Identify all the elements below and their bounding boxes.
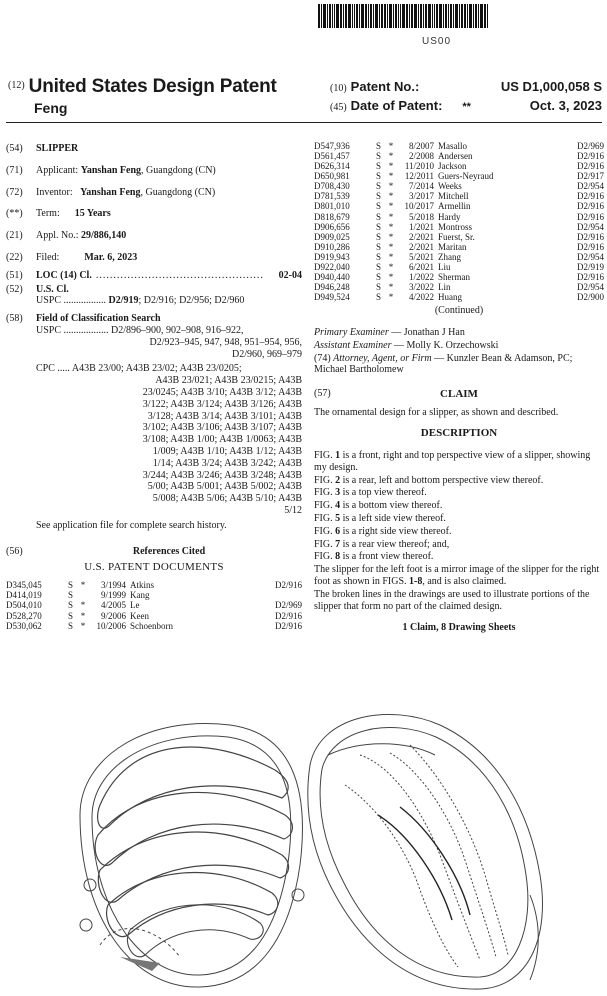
reference-class: D2/916 [577, 272, 604, 283]
reference-kind: S [376, 181, 382, 192]
reference-row [314, 161, 604, 171]
left-column [6, 143, 302, 631]
reference-kind: S [376, 211, 382, 222]
reference-name: Guers-Neyraud [438, 171, 494, 182]
reference-row [314, 232, 604, 242]
reference-date: 2/2021 [408, 241, 434, 252]
reference-date: 5/2018 [408, 211, 434, 222]
reference-class [236, 590, 302, 600]
reference-number: D940,440 [314, 272, 350, 283]
reference-number: D504,010 [6, 600, 42, 611]
reference-row [314, 262, 604, 272]
reference-row [314, 171, 604, 181]
us-cl-label: U.S. Cl. [36, 283, 69, 295]
filed-date: Mar. 6, 2023 [84, 251, 138, 263]
reference-class: D2/954 [577, 282, 604, 293]
reference-name: Andersen [438, 151, 473, 162]
reference-number: D922,040 [314, 261, 350, 272]
field-inventor [6, 187, 302, 199]
reference-kind: S [376, 272, 382, 283]
search-history-note: See application file for complete search history. [36, 519, 227, 531]
reference-name: Weeks [438, 181, 462, 192]
reference-date: 3/2017 [408, 191, 434, 202]
reference-kind: S [376, 282, 382, 293]
reference-row [6, 590, 302, 600]
description-body [314, 450, 604, 634]
reference-number: D906,656 [314, 221, 350, 232]
barcode [318, 4, 540, 34]
field-code: (71) [6, 164, 23, 176]
attorney-name: — Kunzler Bean & Adamson, PC; Michael Bartholomew [314, 352, 573, 376]
reference-kind: S [376, 171, 382, 182]
reference-row [6, 621, 302, 631]
reference-kind: S [68, 620, 74, 631]
field-term [6, 208, 302, 220]
reference-date: 4/2022 [408, 292, 434, 303]
reference-number: D946,248 [314, 282, 350, 293]
reference-number: D530,062 [6, 620, 42, 631]
reference-date: 11/2010 [404, 161, 434, 172]
leader-dots: ................................................ [95, 269, 264, 281]
reference-cited-by-examiner: * [388, 151, 394, 162]
reference-cited-by-examiner: * [80, 580, 86, 591]
reference-row [314, 242, 604, 252]
references-heading: References Cited [132, 545, 206, 557]
cpc-line: 5/00; A43B 5/001; A43B 5/002; A43B [147, 481, 302, 493]
reference-name: Maritan [438, 241, 467, 252]
reference-class: D2/954 [577, 251, 604, 262]
field-us-cl [6, 284, 302, 296]
reference-cited-by-examiner: * [388, 221, 394, 232]
reference-cited-by-examiner: * [388, 292, 394, 303]
cpc-line: A43B 23/021; A43B 23/0215; A43B [155, 375, 302, 387]
reference-cited-by-examiner: * [388, 241, 394, 252]
fig-description: FIG. 6 is a right side view thereof. [314, 525, 452, 537]
field-classification-search [6, 313, 302, 325]
classification-search-label: Field of Classification Search [36, 313, 161, 325]
reference-cited-by-examiner: * [388, 181, 394, 192]
reference-date: 7/2014 [408, 181, 434, 192]
reference-cited-by-examiner: * [388, 251, 394, 262]
field-code: (56) [6, 545, 23, 557]
leader-dots: .................. [63, 324, 109, 336]
cpc-line: 5/12 [284, 504, 302, 516]
reference-row [314, 212, 604, 222]
reference-number: D528,270 [6, 610, 42, 621]
us-patent-documents-heading: U.S. PATENT DOCUMENTS [84, 561, 224, 574]
reference-row [314, 282, 604, 292]
reference-kind: S [68, 590, 74, 601]
reference-row [314, 181, 604, 191]
loc-label: LOC (14) Cl. [36, 269, 92, 281]
reference-cited-by-examiner: * [388, 191, 394, 202]
reference-class: D2/916 [577, 231, 604, 242]
references-continued: (Continued) [434, 305, 484, 317]
applicant-location: , Guangdong (CN) [141, 164, 216, 176]
fig-description: FIG. 4 is a bottom view thereof. [314, 500, 443, 512]
claim-heading: CLAIM [440, 388, 478, 401]
reference-name: Fuerst, Sr. [438, 231, 475, 242]
reference-kind: S [68, 600, 74, 611]
reference-cited-by-examiner: * [388, 141, 394, 151]
header-rule [6, 122, 602, 123]
fig-description: FIG. 5 is a left side view thereof. [314, 512, 446, 524]
cpc-line: 3/102; A43B 3/106; A43B 3/107; A43B [142, 422, 302, 434]
cpc-line: 5/008; A43B 5/06; A43B 5/10; A43B [152, 493, 302, 505]
fcs-uspc-line: D2/896–900, 902–908, 916–922, [111, 324, 244, 336]
cpc-line: 23/0245; A43B 3/10; A43B 3/12; A43B [142, 386, 302, 398]
patent-title: United States Design Patent [28, 76, 277, 97]
reference-kind: S [376, 292, 382, 303]
reference-class: D2/916 [577, 191, 604, 202]
reference-row [314, 151, 604, 161]
reference-cited-by-examiner: * [388, 231, 394, 242]
reference-class: D2/916 [275, 620, 302, 631]
cpc-line: 1/14; A43B 3/24; A43B 3/242; A43B [152, 457, 302, 469]
reference-kind: S [376, 141, 382, 151]
reference-cited-by-examiner: * [388, 211, 394, 222]
reference-kind: S [376, 261, 382, 272]
patent-date: Oct. 3, 2023 [529, 98, 602, 113]
reference-number: D801,010 [314, 201, 350, 212]
reference-number: D909,025 [314, 231, 350, 242]
slipper-bottom-view [308, 714, 543, 989]
field-code: (52) [6, 283, 23, 295]
reference-kind: S [376, 221, 382, 232]
reference-name: Kang [130, 590, 150, 601]
references-table-left [6, 580, 302, 630]
reference-class: D2/916 [577, 151, 604, 162]
cpc-line: 3/108; A43B 1/00; A43B 1/0063; A43B [142, 434, 302, 446]
reference-class: D2/916 [577, 211, 604, 222]
reference-class: D2/954 [577, 181, 604, 192]
reference-cited-by-examiner: * [388, 282, 394, 293]
field-code: (74) [314, 352, 331, 364]
cpc-line: A43B 23/00; A43B 23/02; A43B 23/0205; [71, 363, 242, 375]
fcs-uspc-line: D2/960, 969–979 [232, 348, 302, 360]
inventor-name: Yanshan Feng [80, 186, 141, 198]
reference-date: 2/2021 [408, 231, 434, 242]
reference-name: Masallo [438, 141, 467, 151]
reference-row [314, 272, 604, 282]
loc-value: 02-04 [278, 269, 302, 281]
barcode-number: US00 [422, 36, 452, 47]
cpc-line: 3/128; A43B 3/14; A43B 3/101; A43B [147, 410, 302, 422]
fig-description: FIG. 7 is a rear view thereof; and, [314, 538, 450, 550]
reference-number: D345,045 [6, 580, 42, 591]
reference-name: Liu [438, 261, 451, 272]
assistant-examiner-label: Assistant Examiner [314, 339, 392, 351]
field-filed [6, 252, 302, 264]
field-uspc [6, 295, 302, 307]
reference-date: 12/2011 [404, 171, 434, 182]
reference-class: D2/916 [577, 201, 604, 212]
reference-kind: S [376, 251, 382, 262]
cpc-line: 3/244; A43B 3/246; A43B 3/248; A43B [142, 469, 302, 481]
reference-class: D2/916 [577, 241, 604, 252]
references-table-right [314, 141, 604, 302]
reference-class: D2/954 [577, 221, 604, 232]
primary-examiner [314, 327, 604, 339]
reference-date: 2/2008 [408, 151, 434, 162]
cpc-line: 3/122; A43B 3/124; A43B 3/126; A43B [142, 398, 302, 410]
reference-kind: S [376, 241, 382, 252]
reference-number: D547,936 [314, 141, 350, 151]
reference-name: Montross [438, 221, 473, 232]
reference-kind: S [376, 151, 382, 162]
reference-class: D2/916 [577, 161, 604, 172]
attorney-label: Attorney, Agent, or Firm [333, 352, 432, 364]
reference-class: D2/916 [275, 580, 302, 591]
reference-name: Atkins [130, 580, 155, 591]
reference-class: D2/969 [275, 600, 302, 611]
reference-date: 5/2021 [408, 251, 434, 262]
reference-row [314, 252, 604, 262]
reference-date: 8/2007 [408, 141, 434, 151]
reference-number: D626,314 [314, 161, 350, 172]
reference-name: Jackson [438, 161, 467, 172]
leader-dots: ................. [63, 295, 107, 307]
field-code: (57) [314, 388, 331, 400]
reference-name: Armellin [438, 201, 471, 212]
inventor-location: , Guangdong (CN) [140, 186, 216, 198]
fig-description: FIG. 8 is a front view thereof. [314, 551, 434, 563]
appl-label: Appl. No.: [36, 230, 79, 242]
field-code: (54) [6, 143, 23, 154]
reference-name: Huang [438, 292, 462, 303]
reference-cited-by-examiner: * [388, 171, 394, 182]
fcs-uspc-line: D2/923–945, 947, 948, 951–954, 956, [149, 336, 302, 348]
reference-number: D818,679 [314, 211, 350, 222]
reference-class: D2/900 [577, 292, 604, 303]
uspc-main: D2/919 [108, 295, 139, 307]
date-marker: ** [462, 101, 471, 113]
field-code: (**) [6, 208, 23, 220]
reference-row [314, 191, 604, 201]
claim-text: The ornamental design for a slipper, as shown and described. [314, 407, 559, 419]
reference-row [6, 580, 302, 590]
inventor-surname: Feng [34, 100, 68, 117]
reference-cited-by-examiner [76, 590, 90, 600]
reference-row [314, 141, 604, 151]
reference-kind: S [68, 580, 74, 591]
reference-cited-by-examiner: * [80, 610, 86, 621]
date-label: Date of Patent: [350, 98, 443, 113]
field-code: (72) [6, 186, 23, 198]
reference-number: D561,457 [314, 151, 350, 162]
doc-kind-code: (12) [8, 80, 25, 91]
reference-row [6, 611, 302, 621]
term-value: 15 Years [74, 208, 111, 220]
reference-kind: S [376, 161, 382, 172]
inventor-label: Inventor: [36, 186, 73, 198]
slipper-top-view [80, 723, 304, 987]
reference-number: D414,019 [6, 590, 42, 601]
field-code: (22) [6, 251, 23, 263]
reference-kind: S [376, 191, 382, 202]
reference-name: Hardy [438, 211, 461, 222]
reference-number: D650,981 [314, 171, 350, 182]
reference-name: Schoenborn [130, 620, 173, 631]
reference-cited-by-examiner: * [388, 272, 394, 283]
applicant-label: Applicant: [36, 164, 79, 176]
field-fcs-uspc [6, 325, 302, 360]
patent-no-label: Patent No.: [350, 79, 420, 94]
reference-number: D708,430 [314, 181, 350, 192]
reference-name: Zhang [438, 251, 461, 262]
reference-date: 9/2006 [100, 610, 126, 621]
field-loc [6, 270, 302, 282]
fig-description: FIG. 2 is a rear, left and bottom perspective view thereof. [314, 474, 544, 486]
field-cpc [6, 363, 302, 531]
reference-date: 9/1999 [100, 590, 126, 601]
patent-header-right [330, 79, 602, 117]
reference-cited-by-examiner: * [80, 620, 86, 631]
mirror-image-note: The slipper for the left foot is a mirror image of the slipper for the right foot as shown in FIGS. 1-8, and is also claimed. [314, 564, 600, 587]
field-title [6, 143, 302, 155]
attorney [314, 353, 604, 377]
reference-name: Lin [438, 282, 451, 293]
reference-row [314, 222, 604, 232]
field-references [6, 546, 302, 558]
uspc-label: USPC [36, 295, 62, 307]
primary-examiner-name: — Jonathan J Han [388, 327, 465, 339]
reference-cited-by-examiner: * [388, 261, 394, 272]
reference-date: 6/2021 [408, 261, 434, 272]
fig-description: FIG. 1 is a front, right and top perspective view of a slipper, showing my design. [314, 449, 591, 473]
reference-class: D2/917 [577, 171, 604, 182]
reference-name: Mitchell [438, 191, 469, 202]
fig-description: FIG. 3 is a top view thereof. [314, 487, 427, 499]
reference-class: D2/969 [577, 141, 604, 151]
term-label: Term: [36, 208, 60, 220]
reference-row [314, 292, 604, 302]
reference-class: D2/916 [275, 610, 302, 621]
field-code: (58) [6, 313, 23, 325]
description-heading: DESCRIPTION [420, 427, 498, 439]
reference-name: Keen [130, 610, 149, 621]
patent-number: US D1,000,058 S [500, 79, 602, 94]
reference-date: 3/2022 [408, 282, 434, 293]
field-appl-no [6, 230, 302, 242]
uspc-rest: ; D2/916; D2/956; D2/960 [138, 295, 245, 307]
field-applicant [6, 165, 302, 177]
claim-heading-row [314, 388, 604, 401]
reference-name: Le [130, 600, 140, 611]
right-column [314, 141, 604, 640]
reference-kind: S [376, 231, 382, 242]
field-code: (51) [6, 269, 23, 281]
patent-header-left [8, 76, 277, 117]
reference-cited-by-examiner: * [388, 201, 394, 212]
claims-sheets-count: 1 Claim, 8 Drawing Sheets [402, 622, 516, 634]
broken-lines-note: The broken lines in the drawings are used to illustrate portions of the slipper that form no part of the claimed design. [314, 588, 590, 612]
reference-cited-by-examiner: * [80, 600, 86, 611]
reference-number: D949,524 [314, 292, 350, 303]
reference-date: 3/1994 [100, 580, 126, 591]
reference-number: D781,539 [314, 191, 350, 202]
fcs-uspc-label: USPC [36, 324, 62, 336]
reference-date: 10/2006 [96, 620, 126, 631]
reference-number: D919,943 [314, 251, 350, 262]
assistant-examiner-name: — Molly K. Orzechowski [391, 339, 499, 351]
reference-date: 10/2017 [404, 201, 434, 212]
slipper-drawing [60, 695, 590, 993]
cpc-line: 1/009; A43B 1/10; A43B 1/12; A43B [152, 445, 302, 457]
primary-examiner-label: Primary Examiner [314, 327, 389, 339]
applicant-name: Yanshan Feng [80, 164, 142, 176]
reference-date: 1/2021 [408, 221, 434, 232]
leader-dots: ..... [57, 363, 70, 375]
appl-number: 29/886,140 [81, 230, 127, 242]
reference-name: Sherman [438, 272, 470, 283]
reference-kind: S [376, 201, 382, 212]
assistant-examiner [314, 340, 604, 352]
filed-label: Filed: [36, 251, 60, 263]
patent-no-code: (10) [330, 83, 347, 94]
reference-class: D2/919 [577, 261, 604, 272]
reference-row [314, 201, 604, 211]
reference-date: 1/2022 [408, 272, 434, 283]
design-title: SLIPPER [36, 143, 79, 154]
reference-row [6, 600, 302, 610]
reference-number: D910,286 [314, 241, 350, 252]
reference-date: 4/2005 [100, 600, 126, 611]
date-code: (45) [330, 102, 347, 113]
reference-cited-by-examiner: * [388, 161, 394, 172]
cpc-label: CPC [36, 363, 55, 375]
reference-kind: S [68, 610, 74, 621]
field-code: (21) [6, 230, 23, 242]
